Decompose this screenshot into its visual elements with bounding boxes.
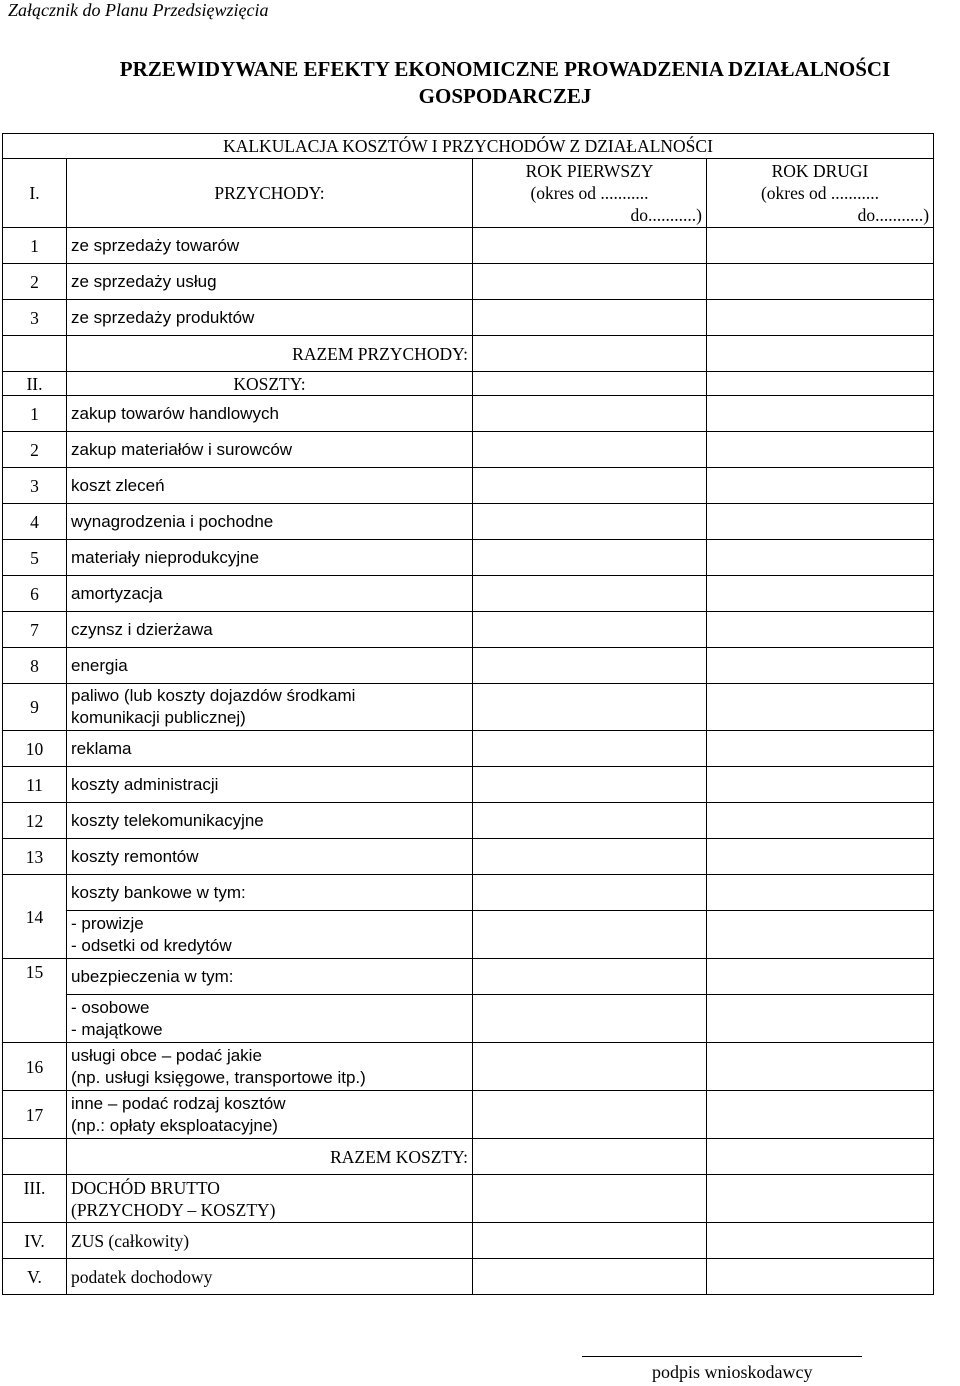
- sub-item: - majątkowe: [71, 1019, 163, 1039]
- value-cell-year-2[interactable]: [707, 1175, 934, 1223]
- table-row: [3, 468, 934, 504]
- row-label: zakup towarów handlowych: [67, 396, 473, 432]
- signature-line: [582, 1356, 862, 1357]
- value-cell-year-2[interactable]: [707, 995, 934, 1043]
- row-label-line-1: paliwo (lub koszty dojazdów środkami: [71, 686, 356, 705]
- table-heading-row: [3, 134, 934, 159]
- page-title: [60, 56, 950, 110]
- title-line-2: GOSPODARCZEJ: [418, 84, 592, 108]
- row-number: 2: [3, 264, 67, 300]
- row-label: koszty remontów: [67, 839, 473, 875]
- value-cell-year-2[interactable]: [707, 1043, 934, 1091]
- value-cell-year-1[interactable]: [473, 1139, 707, 1175]
- table-row: [3, 264, 934, 300]
- section-number: II.: [3, 372, 67, 396]
- row-sub-labels: [67, 995, 473, 1043]
- section-title: KOSZTY:: [67, 372, 473, 396]
- section-number: V.: [3, 1259, 67, 1295]
- table-row: [3, 612, 934, 648]
- value-cell-year-2[interactable]: [707, 504, 934, 540]
- row-number: 15: [3, 959, 67, 1043]
- value-cell-year-1[interactable]: [473, 396, 707, 432]
- row-number: 4: [3, 504, 67, 540]
- row-number: 1: [3, 396, 67, 432]
- value-cell-year-1[interactable]: [473, 648, 707, 684]
- value-cell-year-2[interactable]: [707, 432, 934, 468]
- zus-label: ZUS (całkowity): [67, 1223, 473, 1259]
- value-cell-year-1[interactable]: [473, 1091, 707, 1139]
- row-number: 12: [3, 803, 67, 839]
- value-cell-year-1[interactable]: [473, 1043, 707, 1091]
- value-cell-year-2[interactable]: [707, 1091, 934, 1139]
- annex-label: Załącznik do Planu Przedsięwzięcia: [8, 0, 269, 20]
- value-cell-year-2[interactable]: [707, 684, 934, 731]
- row-label: koszty telekomunikacyjne: [67, 803, 473, 839]
- value-cell-year-2[interactable]: [707, 803, 934, 839]
- gross-income-line-2: (PRZYCHODY – KOSZTY): [71, 1199, 276, 1220]
- table-row: [3, 911, 934, 959]
- value-cell-year-2[interactable]: [707, 648, 934, 684]
- value-cell-year-1[interactable]: [473, 839, 707, 875]
- value-cell-year-1[interactable]: [473, 875, 707, 911]
- row-number: 11: [3, 767, 67, 803]
- table-row: [3, 767, 934, 803]
- value-cell-year-1[interactable]: [473, 959, 707, 995]
- table-row: [3, 504, 934, 540]
- value-cell-year-1[interactable]: [473, 612, 707, 648]
- income-header-row: [3, 159, 934, 228]
- value-cell-year-2[interactable]: [707, 911, 934, 959]
- row-label: zakup materiałów i surowców: [67, 432, 473, 468]
- value-cell-year-1[interactable]: [473, 684, 707, 731]
- value-cell-year-1[interactable]: [473, 300, 707, 336]
- row-sub-labels: [67, 911, 473, 959]
- section-number: IV.: [3, 1223, 67, 1259]
- income-total-label: RAZEM PRZYCHODY:: [67, 336, 473, 372]
- row-label: koszty administracji: [67, 767, 473, 803]
- value-cell-year-1[interactable]: [473, 576, 707, 612]
- value-cell-year-2[interactable]: [707, 1139, 934, 1175]
- value-cell-year-1[interactable]: [473, 995, 707, 1043]
- zus-row: [3, 1223, 934, 1259]
- value-cell-year-1[interactable]: [473, 1259, 707, 1295]
- empty-cell: [3, 1139, 67, 1175]
- costs-header-row: [3, 372, 934, 396]
- table-row: [3, 396, 934, 432]
- signature-label: podpis wnioskodawcy: [652, 1362, 813, 1382]
- table-row: [3, 1043, 934, 1091]
- table-row: [3, 1091, 934, 1139]
- row-label: koszty bankowe w tym:: [67, 875, 473, 911]
- value-cell-year-2[interactable]: [707, 612, 934, 648]
- row-label-line-1: usługi obce – podać jakie: [71, 1045, 262, 1065]
- empty-cell: [473, 372, 707, 396]
- table-row: [3, 228, 934, 264]
- year-two-title: ROK DRUGI: [771, 161, 869, 181]
- income-total-row: [3, 336, 934, 372]
- value-cell-year-2[interactable]: [707, 396, 934, 432]
- value-cell-year-1[interactable]: [473, 504, 707, 540]
- row-label: [67, 1091, 473, 1139]
- value-cell-year-2[interactable]: [707, 875, 934, 911]
- value-cell-year-1[interactable]: [473, 336, 707, 372]
- row-label: ze sprzedaży towarów: [67, 228, 473, 264]
- value-cell-year-1[interactable]: [473, 1223, 707, 1259]
- value-cell-year-1[interactable]: [473, 803, 707, 839]
- table-row: [3, 803, 934, 839]
- year-two-to: do...........): [857, 205, 930, 225]
- table-row: [3, 300, 934, 336]
- value-cell-year-1[interactable]: [473, 228, 707, 264]
- row-number: 9: [3, 684, 67, 731]
- table-row: [3, 731, 934, 767]
- value-cell-year-1[interactable]: [473, 264, 707, 300]
- row-label-line-2: (np. usługi księgowe, transportowe itp.): [71, 1067, 366, 1087]
- table-row: [3, 875, 934, 911]
- title-line-1: PRZEWIDYWANE EFEKTY EKONOMICZNE PROWADZENIA DZIAŁALNOŚCI: [119, 57, 891, 81]
- row-label-line-1: inne – podać rodzaj kosztów: [71, 1093, 286, 1113]
- row-label: wynagrodzenia i pochodne: [67, 504, 473, 540]
- row-label: energia: [67, 648, 473, 684]
- row-label: [67, 684, 473, 731]
- row-number: 14: [3, 875, 67, 959]
- table-row: [3, 576, 934, 612]
- sub-item: - prowizje: [71, 913, 144, 933]
- row-number: 5: [3, 540, 67, 576]
- sub-item: - osobowe: [71, 997, 150, 1017]
- row-number: 7: [3, 612, 67, 648]
- costs-total-label: RAZEM KOSZTY:: [67, 1139, 473, 1175]
- row-number: 13: [3, 839, 67, 875]
- row-label-line-2: komunikacji publicznej): [71, 708, 246, 727]
- row-label: [67, 1043, 473, 1091]
- tax-label: podatek dochodowy: [67, 1259, 473, 1295]
- value-cell-year-2[interactable]: [707, 300, 934, 336]
- empty-cell: [3, 336, 67, 372]
- row-label-line-2: (np.: opłaty eksploatacyjne): [71, 1115, 278, 1135]
- row-number: 1: [3, 228, 67, 264]
- value-cell-year-2[interactable]: [707, 959, 934, 995]
- value-cell-year-2[interactable]: [707, 336, 934, 372]
- value-cell-year-1[interactable]: [473, 432, 707, 468]
- sub-item: - odsetki od kredytów: [71, 935, 232, 955]
- value-cell-year-2[interactable]: [707, 731, 934, 767]
- row-number: 8: [3, 648, 67, 684]
- gross-income-line-1: DOCHÓD BRUTTO: [71, 1177, 220, 1198]
- costs-total-row: [3, 1139, 934, 1175]
- value-cell-year-2[interactable]: [707, 1259, 934, 1295]
- row-number: 3: [3, 300, 67, 336]
- value-cell-year-1[interactable]: [473, 1175, 707, 1223]
- year-one-header: [473, 159, 707, 228]
- row-label: ubezpieczenia w tym:: [67, 959, 473, 995]
- value-cell-year-2[interactable]: [707, 576, 934, 612]
- table-row: [3, 684, 934, 731]
- value-cell-year-2[interactable]: [707, 540, 934, 576]
- row-label: reklama: [67, 731, 473, 767]
- table-row: [3, 432, 934, 468]
- section-number: I.: [3, 159, 67, 228]
- row-number: 6: [3, 576, 67, 612]
- table-row: [3, 995, 934, 1043]
- gross-income-row: [3, 1175, 934, 1223]
- year-one-from: (okres od ...........: [530, 183, 649, 203]
- table-row: [3, 540, 934, 576]
- calculation-table: [2, 133, 934, 1295]
- value-cell-year-1[interactable]: [473, 911, 707, 959]
- year-two-from: (okres od ...........: [760, 183, 880, 203]
- value-cell-year-1[interactable]: [473, 540, 707, 576]
- row-number: 17: [3, 1091, 67, 1139]
- year-one-to: do...........): [630, 205, 702, 225]
- row-number: 10: [3, 731, 67, 767]
- value-cell-year-2[interactable]: [707, 1223, 934, 1259]
- row-label: ze sprzedaży produktów: [67, 300, 473, 336]
- row-label: materiały nieprodukcyjne: [67, 540, 473, 576]
- value-cell-year-2[interactable]: [707, 468, 934, 504]
- table-row: [3, 648, 934, 684]
- value-cell-year-1[interactable]: [473, 468, 707, 504]
- row-label: czynsz i dzierżawa: [67, 612, 473, 648]
- row-label: ze sprzedaży usług: [67, 264, 473, 300]
- tax-row: [3, 1259, 934, 1295]
- table-row: [3, 839, 934, 875]
- value-cell-year-2[interactable]: [707, 228, 934, 264]
- section-number: III.: [3, 1175, 67, 1223]
- row-number: 2: [3, 432, 67, 468]
- year-one-title: ROK PIERWSZY: [525, 161, 654, 181]
- row-label: koszt zleceń: [67, 468, 473, 504]
- value-cell-year-2[interactable]: [707, 767, 934, 803]
- empty-cell: [707, 372, 934, 396]
- table-heading: KALKULACJA KOSZTÓW I PRZYCHODÓW Z DZIAŁALNOŚCI: [3, 134, 934, 159]
- row-number: 3: [3, 468, 67, 504]
- value-cell-year-1[interactable]: [473, 767, 707, 803]
- row-label: amortyzacja: [67, 576, 473, 612]
- section-title: PRZYCHODY:: [67, 159, 473, 228]
- row-number: 16: [3, 1043, 67, 1091]
- value-cell-year-2[interactable]: [707, 839, 934, 875]
- gross-income-label: [67, 1175, 473, 1223]
- year-two-header: [707, 159, 934, 228]
- table-row: [3, 959, 934, 995]
- value-cell-year-2[interactable]: [707, 264, 934, 300]
- value-cell-year-1[interactable]: [473, 731, 707, 767]
